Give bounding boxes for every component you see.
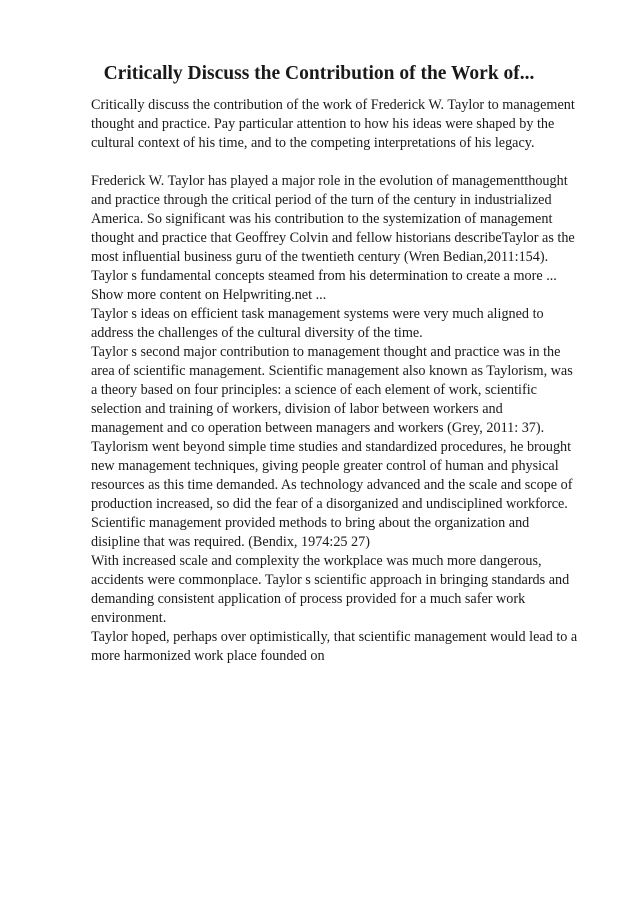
document-body	[91, 96, 611, 666]
text-line: resources as this time demanded. As technology advanced and the scale and scope of	[91, 477, 573, 493]
text-line: most influential business guru of the twentieth century (Wren Bedian,2011:154).	[91, 249, 549, 265]
show-more-line: Show more content on Helpwriting.net ...	[91, 287, 327, 303]
text-line: environment.	[91, 610, 167, 626]
prompt-paragraph	[91, 96, 611, 153]
text-line: America. So significant was his contribution to the systemization of management	[91, 211, 553, 227]
document-title: Critically Discuss the Contribution of the Work of...	[103, 63, 535, 84]
paragraph-gap	[91, 153, 611, 172]
text-line: Taylor s second major contribution to management thought and practice was in the	[91, 344, 561, 360]
text-line: With increased scale and complexity the workplace was much more dangerous,	[91, 553, 542, 569]
text-line: production increased, so did the fear of a disorganized and undisciplined workforce.	[91, 496, 568, 512]
text-line: Critically discuss the contribution of the work of Frederick W. Taylor to management	[91, 97, 575, 113]
text-line: Frederick W. Taylor has played a major role in the evolution of managementthought	[91, 173, 568, 189]
text-line: accidents were commonplace. Taylor s scientific approach in bringing standards and	[91, 572, 570, 588]
text-line: thought and practice. Pay particular attention to how his ideas were shaped by the	[91, 116, 555, 132]
text-line: management and co operation between managers and workers (Grey, 2011: 37).	[91, 420, 545, 436]
text-line: selection and training of workers, division of labor between workers and	[91, 401, 503, 417]
text-line: Taylor s ideas on efficient task management systems were very much aligned to	[91, 306, 544, 322]
text-line: Scientific management provided methods to bring about the organization and	[91, 515, 530, 531]
text-line: area of scientific management. Scientific management also known as Taylorism, was	[91, 363, 573, 379]
text-line: Taylor hoped, perhaps over optimistically, that scientific management would lead to a	[91, 629, 578, 645]
text-line: cultural context of his time, and to the competing interpretations of his legacy.	[91, 135, 535, 151]
text-line: disipline that was required. (Bendix, 1974:25 27)	[91, 534, 370, 550]
text-line: thought and practice that Geoffrey Colvin and fellow historians describeTaylor as the	[91, 230, 575, 246]
text-line: demanding consistent application of process provided for a much safer work	[91, 591, 526, 607]
text-line: more harmonized work place founded on	[91, 648, 325, 664]
text-line: a theory based on four principles: a science of each element of work, scientific	[91, 382, 537, 398]
essay-text	[91, 172, 611, 666]
text-line: Taylor s fundamental concepts steamed from his determination to create a more ...	[91, 268, 557, 284]
text-line: Taylorism went beyond simple time studies and standardized procedures, he brought	[91, 439, 572, 455]
text-line: and practice through the critical period of the turn of the century in industrialized	[91, 192, 552, 208]
text-line: address the challenges of the cultural diversity of the time.	[91, 325, 423, 341]
text-line: new management techniques, giving people greater control of human and physical	[91, 458, 559, 474]
